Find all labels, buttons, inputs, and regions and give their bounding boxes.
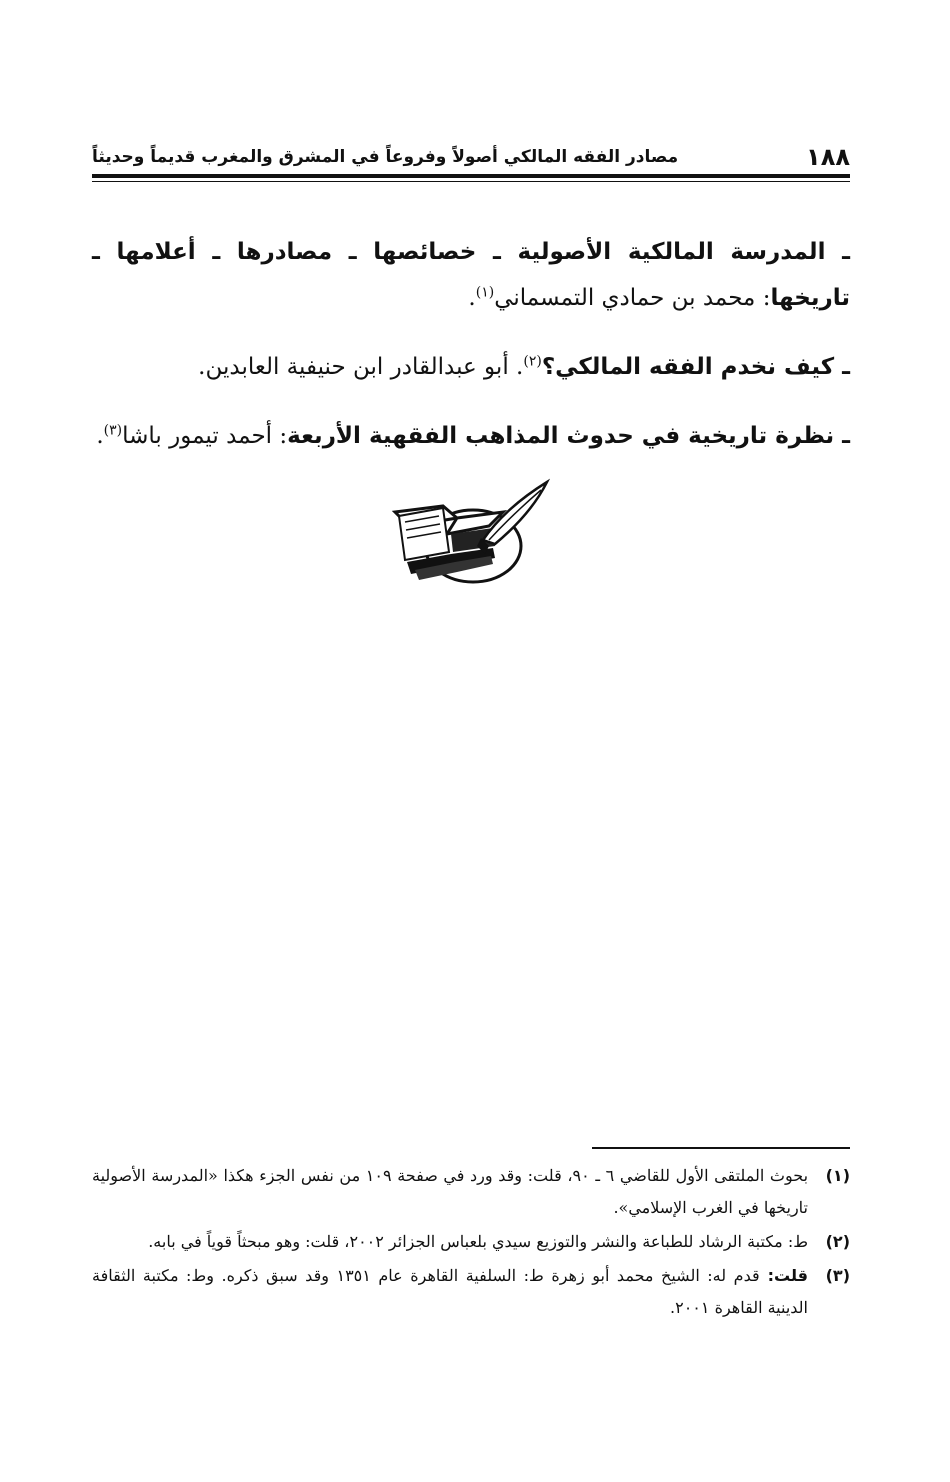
entry-author: أحمد تيمور باشا	[122, 423, 273, 449]
footnote	[92, 1260, 850, 1324]
page-number: ١٨٨	[806, 143, 850, 171]
entry-separator: :	[755, 285, 771, 311]
page-header	[92, 140, 850, 174]
entry-title: ـ المدرسة المالكية الأصولية ـ خصائصها ـ مصادرها ـ أعلامها ـ تاريخها	[92, 239, 850, 311]
footnote-separator	[592, 1147, 850, 1149]
footnote-marker: (٢)	[523, 353, 542, 370]
running-title: مصادر الفقه المالكي أصولاً وفروعاً في المشرق والمغرب قديماً وحديثاً	[92, 147, 679, 167]
footnote-body: بحوث الملتقى الأول للقاضي ٦ ـ ٩٠، قلت: وقد ورد في صفحة ١٠٩ من نفس الجزء هكذا «المدرسة الأصولية تاريخها في الغرب الإسلامي».	[92, 1166, 809, 1217]
entry-author: . أبو عبدالقادر ابن حنيفية العابدين	[205, 354, 524, 380]
entry-end: .	[468, 285, 476, 311]
entry-title: ـ نظرة تاريخية في حدوث المذاهب الفقهية الأربعة	[287, 423, 850, 449]
footnote	[92, 1160, 850, 1224]
footnote-lead: قلت:	[759, 1266, 808, 1285]
header-rule-thin	[92, 181, 850, 182]
entry-list	[92, 206, 850, 467]
footnote-body: ط: مكتبة الرشاد للطباعة والنشر والتوزيع سيدي بلعباس الجزائر ٢٠٠٢، قلت: وهو مبحثاً قوياً في بابه.	[148, 1232, 808, 1251]
footnote	[92, 1226, 850, 1258]
footnote-body: قدم له: الشيخ محمد أبو زهرة ط: السلفية القاهرة عام ١٣٥١ وقد سبق ذكره. وط: مكتبة الثقافة الدينية القاهرة ٢٠٠١.	[92, 1266, 808, 1317]
footnote-number: (٣)	[825, 1266, 850, 1285]
entry-title: ـ كيف نخدم الفقه المالكي؟	[541, 354, 850, 380]
entry-author: محمد بن حمادي التمسماني	[494, 285, 756, 311]
list-item	[92, 413, 850, 459]
footnote-number: (٢)	[825, 1232, 850, 1251]
footnote-marker: (١)	[475, 284, 495, 301]
footnote-text	[92, 1260, 808, 1324]
header-rule-thick	[92, 174, 850, 178]
book-and-quill-icon	[385, 478, 555, 598]
entry-separator: :	[272, 423, 288, 449]
footnote-text	[92, 1160, 808, 1224]
footnote-marker: (٣)	[103, 422, 123, 439]
entry-end: .	[96, 423, 104, 449]
entry-end: .	[198, 354, 206, 380]
footnotes	[92, 1160, 850, 1326]
list-item	[92, 229, 850, 321]
footnote-number: (١)	[825, 1166, 850, 1185]
footnote-text	[92, 1226, 808, 1258]
list-item	[92, 344, 850, 390]
